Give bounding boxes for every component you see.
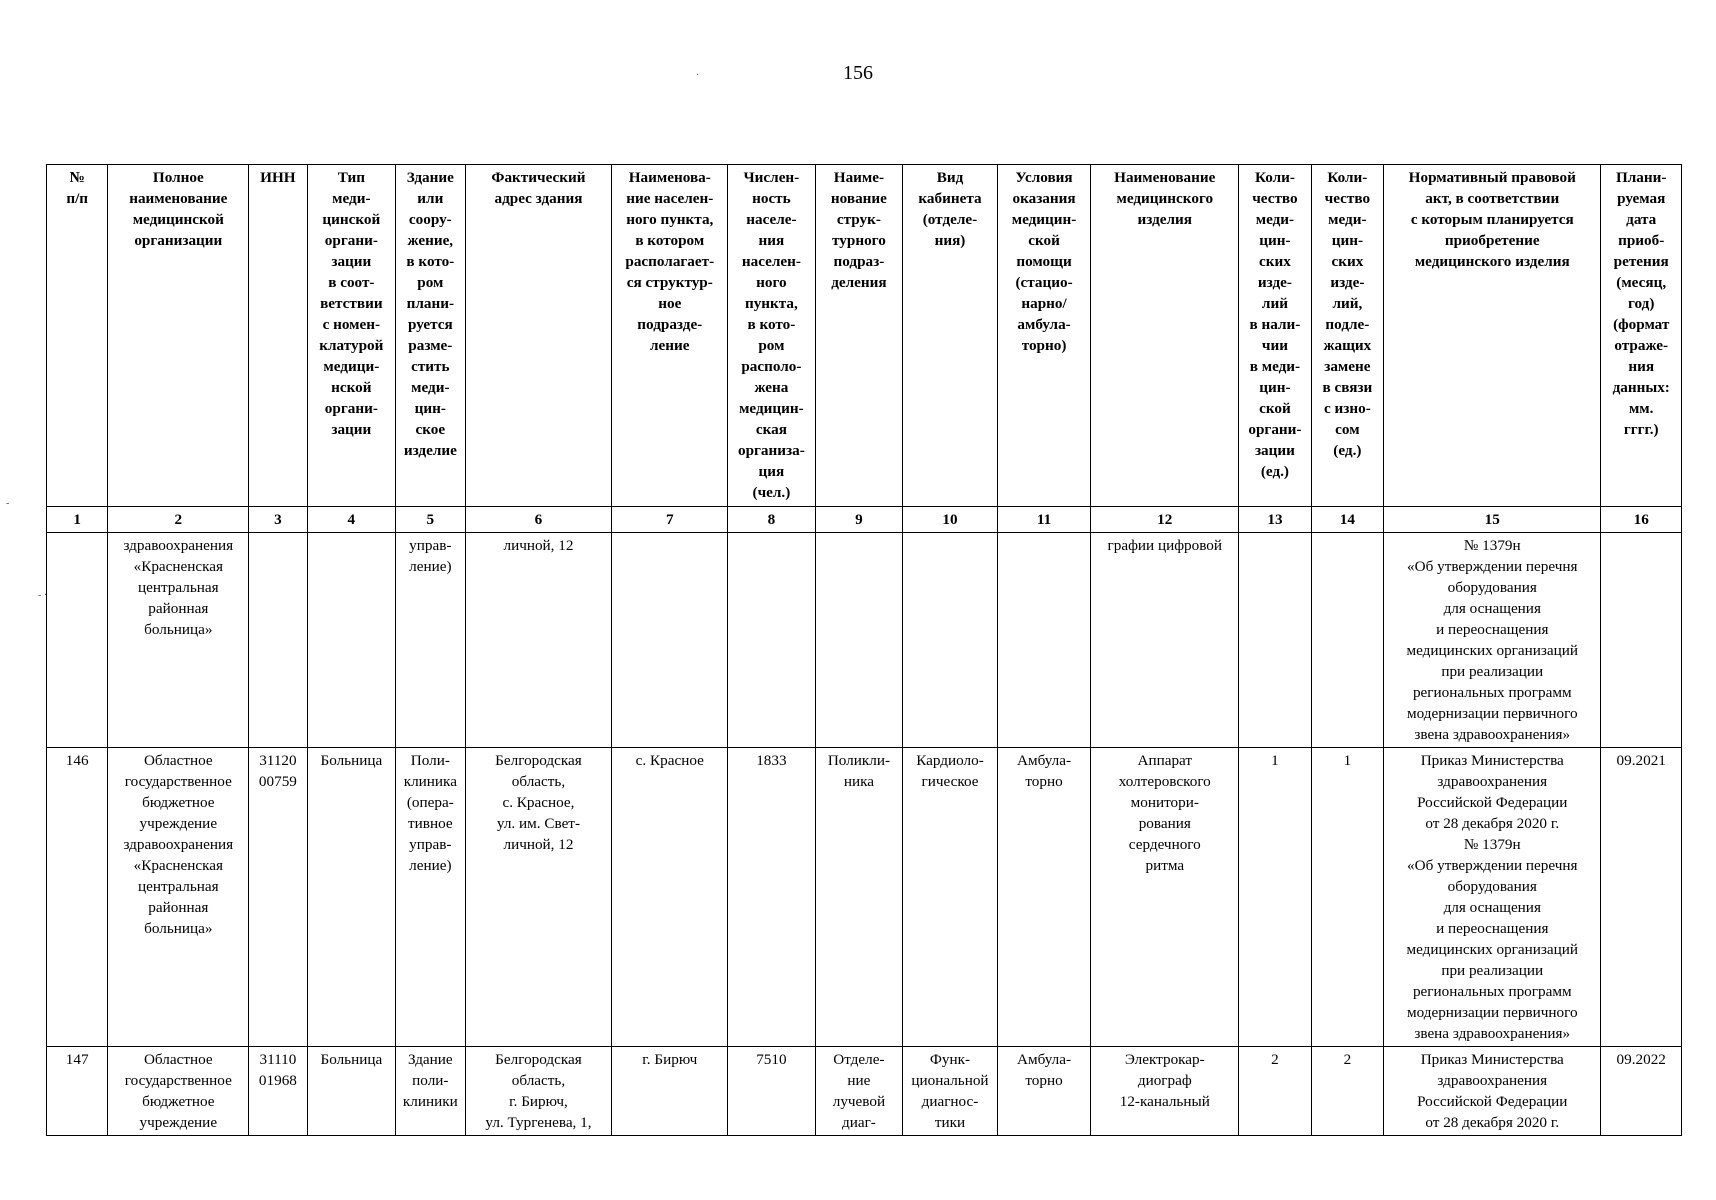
table-cell [307,748,396,1047]
cell-text: 2 [1343,1051,1352,1068]
table-cell [396,1047,465,1136]
column-header-text: ИНН [260,169,296,186]
column-number: 8 [728,507,816,533]
cell-text: г. Бирюч [642,1051,698,1068]
table-cell [307,1047,396,1136]
table-row [47,533,1682,748]
cell-text: Функ- циональной диагнос- тики [911,1051,989,1131]
table-cell [1311,533,1383,748]
column-header-text: Наименование медицинского изделия [1114,169,1216,228]
table-cell [108,533,249,748]
table-cell [815,533,903,748]
cell-text: 2 [1271,1051,1279,1068]
table-cell [396,533,465,748]
table-cell [997,533,1091,748]
column-header-text: Наиме- нование струк- турного подраз- деления [830,169,887,291]
cell-text: Амбула- торно [1017,752,1072,790]
table-cell [1091,1047,1239,1136]
column-number: 16 [1601,507,1682,533]
cell-text: Поли- клиника (опера- тивное управ- ление) [403,752,457,874]
table-cell [1091,748,1239,1047]
table-cell [396,748,465,1047]
table-cell [1239,533,1311,748]
table-cell [465,533,612,748]
column-number: 1 [47,507,108,533]
cell-text: № 1379н «Об утверждении перечня оборудования для оснащения и переоснащения медицинских организаций при реализации региональных программ модернизации первичного звена здравоохранения» [1406,537,1579,743]
column-header-text: Тип меди- цинской органи- зации в соот- ветствии с номен- клатурой медици- нской органи- зации [319,169,384,438]
column-header [307,165,396,507]
table-cell [1601,748,1682,1047]
cell-text: 7510 [756,1051,787,1068]
cell-text: 09.2021 [1616,752,1666,769]
column-header-text: Фактический адрес здания [491,169,586,207]
table-cell [1384,1047,1601,1136]
cell-text: управ- ление) [409,537,452,575]
column-header [465,165,612,507]
table-cell [1091,533,1239,748]
column-header [903,165,998,507]
column-number: 4 [307,507,396,533]
page-number: 156 [843,62,873,84]
scan-speck: · [696,70,700,81]
table-cell [249,1047,307,1136]
column-header-text: Полное наименование медицинской организации [129,169,228,249]
column-header [1311,165,1383,507]
cell-text: 1 [1343,752,1352,769]
column-header-text: Здание или соору- жение, в кото- ром плани- руется разме- стить меди- цин- ское изделие [403,169,457,459]
table-cell [47,533,108,748]
cell-text: с. Красное [635,752,704,769]
cell-text: Белгородская область, с. Красное, ул. им. Свет- личной, 12 [495,752,582,853]
table-cell [903,748,998,1047]
cell-text: Отделе- ние лучевой диаг- [832,1051,886,1131]
column-header-text: № п/п [66,169,89,207]
column-number: 7 [612,507,728,533]
cell-text: Кардиоло- гическое [916,752,984,790]
column-number: 6 [465,507,612,533]
cell-text: 09.2022 [1616,1051,1666,1068]
scan-speck: - [6,498,10,509]
cell-text: Поликли- ника [827,752,891,790]
column-number: 14 [1311,507,1383,533]
column-number: 11 [997,507,1091,533]
cell-text: Электрокар- диограф 12-канальный [1119,1051,1210,1110]
column-header-text: Коли- чество меди- цин- ских изде- лий в нали- чии в меди- цин- ской органи- зации (ед.) [1248,169,1302,480]
cell-text: 1 [1271,752,1279,769]
column-number: 10 [903,507,998,533]
column-number: 2 [108,507,249,533]
equipment-table [46,164,1682,1136]
table-cell [728,1047,816,1136]
table-cell [249,533,307,748]
table-cell [728,533,816,748]
table-cell [903,1047,998,1136]
column-number-row [47,507,1682,533]
column-header [47,165,108,507]
column-header-text: Нормативный правовой акт, в соответствии с которым планируется приобретение медицинского изделия [1408,169,1576,270]
column-header-text: Плани- руемая дата приоб- ретения (месяц, год) (формат отраже- ния данных: мм. гггг.) [1612,169,1670,438]
column-header [1091,165,1239,507]
table-cell [1311,1047,1383,1136]
table-cell [108,1047,249,1136]
column-header [1601,165,1682,507]
column-header-text: Условия оказания медицин- ской помощи (стацио- нарно/ амбула- торно) [1011,169,1077,354]
column-header-text: Коли- чество меди- цин- ских изде- лий, подле- жащих замене в связи с изно- сом (ед.) [1322,169,1373,459]
cell-text: Приказ Министерства здравоохранения Российской Федерации от 28 декабря 2020 г. № 1379н «Об утверждении перечня оборудования для оснащения и переоснащения медицинских организаций при реализации региональных программ модернизации первичного звена здравоохранения» [1406,752,1579,1042]
cell-text: 31110 01968 [258,1051,297,1089]
cell-text: Приказ Министерства здравоохранения Российской Федерации от 28 декабря 2020 г. [1417,1051,1568,1131]
table-cell [997,748,1091,1047]
table-cell [465,748,612,1047]
table-cell [728,748,816,1047]
table-cell [1239,748,1311,1047]
column-header [997,165,1091,507]
column-header-text: Числен- ность населе- ния населен- ного пункта, в кото- ром располо- жена медицин- ская организа- ция (чел.) [737,169,805,501]
scan-speck: - · [38,590,48,601]
table-cell [1384,533,1601,748]
table-cell [465,1047,612,1136]
column-header [249,165,307,507]
cell-text: Областное государственное бюджетное учреждение [124,1051,232,1131]
column-number: 12 [1091,507,1239,533]
cell-text: Белгородская область, г. Бирюч, ул. Тургенева, 1, [485,1051,592,1131]
table-header-row [47,165,1682,507]
table-row [47,748,1682,1047]
table-cell [108,748,249,1047]
table-cell [307,533,396,748]
column-header [728,165,816,507]
column-header [396,165,465,507]
column-header [1239,165,1311,507]
table-cell [815,748,903,1047]
cell-text: 147 [65,1051,89,1068]
column-header [108,165,249,507]
column-header-text: Вид кабинета (отделе- ния) [918,169,982,249]
cell-text: Амбула- торно [1017,1051,1072,1089]
table-cell [612,1047,728,1136]
table-cell [997,1047,1091,1136]
table-cell [612,748,728,1047]
table-cell [47,1047,108,1136]
table-cell [612,533,728,748]
table-cell [249,748,307,1047]
cell-text: Областное государственное бюджетное учреждение здравоохранения «Красненская центральная районная больница» [123,752,234,937]
column-header [815,165,903,507]
cell-text: Здание поли- клиники [402,1051,458,1110]
cell-text: 1833 [756,752,787,769]
column-number: 13 [1239,507,1311,533]
column-number: 5 [396,507,465,533]
table-cell [1311,748,1383,1047]
cell-text: Больница [320,752,383,769]
cell-text: 146 [65,752,89,769]
column-number: 9 [815,507,903,533]
cell-text: Больница [320,1051,383,1068]
table-cell [47,748,108,1047]
cell-text: здравоохранения «Красненская центральная районная больница» [123,537,234,638]
column-number: 3 [249,507,307,533]
cell-text: Аппарат холтеровского монитори- рования сердечного ритма [1118,752,1211,874]
cell-text: графии цифровой [1107,537,1223,554]
table-row [47,1047,1682,1136]
column-header [612,165,728,507]
column-header [1384,165,1601,507]
table-cell [1239,1047,1311,1136]
table-cell [815,1047,903,1136]
table-cell [903,533,998,748]
table-cell [1601,533,1682,748]
cell-text: 31120 00759 [258,752,297,790]
table-cell [1384,748,1601,1047]
column-header-text: Наименова- ние населен- ного пункта, в котором располагает- ся структур- ное подразде- ление [625,169,715,354]
column-number: 15 [1384,507,1601,533]
cell-text: личной, 12 [503,537,574,554]
table-cell [1601,1047,1682,1136]
